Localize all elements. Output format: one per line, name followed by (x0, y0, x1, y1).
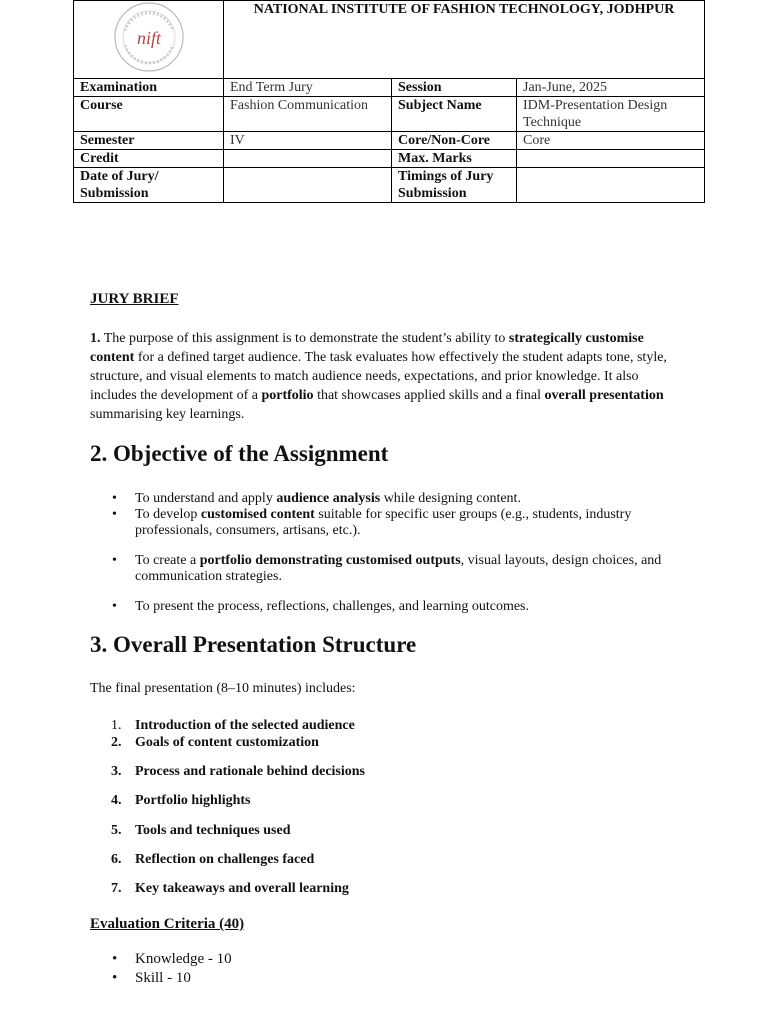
brief-bold: portfolio (261, 388, 314, 403)
structure-intro: The final presentation (8–10 minutes) includes: (90, 681, 356, 696)
structure-heading: 3. Overall Presentation Structure (90, 632, 417, 657)
label-timings: Timings of Jury Submission (392, 168, 517, 203)
table-row (74, 150, 705, 168)
objective-heading: 2. Objective of the Assignment (90, 441, 389, 466)
logo-cell (74, 1, 224, 79)
list-item: 7. Key takeaways and overall learning (111, 881, 349, 896)
logo-wordmark: nift (136, 28, 161, 48)
jury-brief-title: JURY BRIEF (90, 291, 179, 307)
label-subject-name: Subject Name (392, 97, 517, 132)
brief-text: that showcases applied skills and a final (313, 388, 545, 403)
value-core: Core (517, 132, 705, 150)
evaluation-title: Evaluation Criteria (40) (90, 916, 245, 932)
list-item: • To present the process, reflections, challenges, and learning outcomes. (135, 599, 665, 615)
value-timings (517, 168, 705, 203)
nift-logo (113, 1, 185, 73)
value-course: Fashion Communication (224, 97, 392, 132)
label-examination: Examination (74, 79, 224, 97)
list-item: 1. Introduction of the selected audience (111, 718, 355, 733)
table-row (74, 132, 705, 150)
list-item: • Skill - 10 (135, 970, 665, 986)
institute-name: NATIONAL INSTITUTE OF FASHION TECHNOLOGY, JODHPUR (224, 1, 705, 79)
value-examination: End Term Jury (224, 79, 392, 97)
table-row (74, 97, 705, 132)
label-course: Course (74, 97, 224, 132)
brief-bold: strategically customise content (90, 331, 644, 365)
brief-paragraph (90, 329, 670, 424)
list-item: 4. Portfolio highlights (111, 793, 251, 808)
list-item: • To develop customised content suitable for specific user groups (e.g., students, industry professionals, consumers, artisans, etc.). (135, 507, 665, 539)
header-table (73, 0, 705, 203)
label-semester: Semester (74, 132, 224, 150)
table-row (74, 168, 705, 203)
brief-text: summarising key learnings. (90, 407, 245, 422)
label-credit: Credit (74, 150, 224, 168)
list-item: • To create a portfolio demonstrating customised outputs, visual layouts, design choices, and communication strategies. (135, 553, 665, 585)
value-max-marks (517, 150, 705, 168)
list-item: • Knowledge - 10 (135, 951, 665, 967)
label-date: Date of Jury/ Submission (74, 168, 224, 203)
list-item: • To understand and apply audience analysis while designing content. (135, 491, 665, 507)
label-max-marks: Max. Marks (392, 150, 517, 168)
value-subject-name: IDM-Presentation Design Technique (517, 97, 705, 132)
brief-bold: overall presentation (544, 388, 664, 403)
list-item: 5. Tools and techniques used (111, 823, 291, 838)
table-row (74, 79, 705, 97)
brief-text: The purpose of this assignment is to demonstrate the student’s ability to (100, 331, 509, 346)
value-session: Jan-June, 2025 (517, 79, 705, 97)
list-item: 2. Goals of content customization (111, 735, 319, 750)
value-date (224, 168, 392, 203)
value-semester: IV (224, 132, 392, 150)
list-item: 6. Reflection on challenges faced (111, 852, 315, 867)
label-session: Session (392, 79, 517, 97)
label-core: Core/Non-Core (392, 132, 517, 150)
brief-number: 1. (90, 331, 101, 346)
value-credit (224, 150, 392, 168)
brief-text: for a defined target audience. The task evaluates how effectively the student adapts tone, style, structure, and visual elements to match audience needs, expectations, and prior knowledge. It also includes the development of a (90, 350, 667, 403)
list-item: 3. Process and rationale behind decisions (111, 764, 365, 779)
